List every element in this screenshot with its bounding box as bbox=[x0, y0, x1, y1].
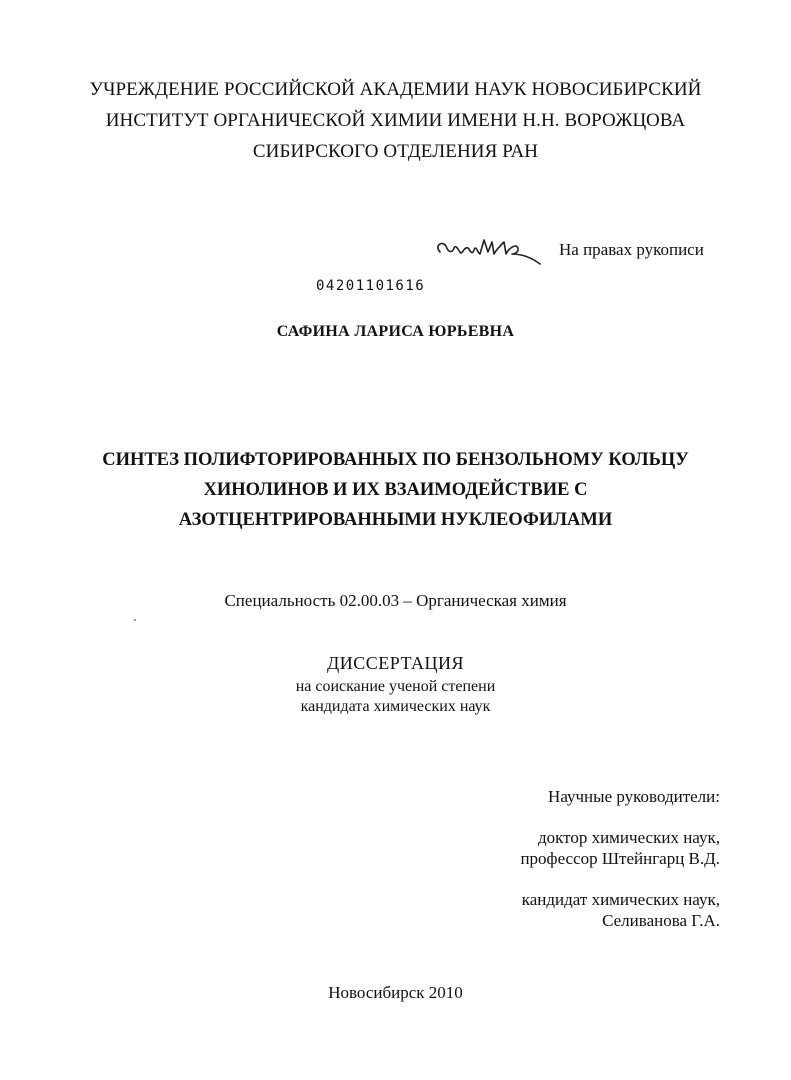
supervisor-first bbox=[520, 827, 720, 869]
supervisor-degree: кандидат химических наук, bbox=[521, 890, 720, 909]
institution-line: УЧРЕЖДЕНИЕ РОССИЙСКОЙ АКАДЕМИИ НАУК НОВОСИБИРСКИЙ bbox=[89, 79, 702, 100]
degree-info bbox=[0, 677, 791, 717]
supervisor-name: Селиванова Г.А. bbox=[602, 911, 720, 930]
title-line: СИНТЕЗ ПОЛИФТОРИРОВАННЫХ ПО БЕНЗОЛЬНОМУ КОЛЬЦУ bbox=[102, 450, 689, 470]
author-name: САФИНА ЛАРИСА ЮРЬЕВНА bbox=[276, 323, 515, 340]
city-year: Новосибирск 2010 bbox=[328, 983, 463, 1002]
supervisor-name: профессор Штейнгарц В.Д. bbox=[520, 849, 720, 868]
institution-line: ИНСТИТУТ ОРГАНИЧЕСКОЙ ХИМИИ ИМЕНИ Н.Н. ВОРОЖЦОВА bbox=[105, 110, 686, 131]
institution-line: СИБИРСКОГО ОТДЕЛЕНИЯ РАН bbox=[252, 141, 539, 162]
dissertation-heading: ДИССЕРТАЦИЯ bbox=[326, 653, 465, 673]
handwritten-signature bbox=[432, 232, 544, 270]
title-line: ХИНОЛИНОВ И ИХ ВЗАИМОДЕЙСТВИЕ С bbox=[203, 480, 588, 500]
degree-line: кандидата химических наук bbox=[300, 698, 491, 715]
dissertation-title bbox=[0, 445, 791, 535]
document-code: 04201101616 bbox=[316, 278, 426, 294]
institution-header bbox=[0, 74, 791, 167]
degree-line: на соискание ученой степени bbox=[295, 678, 496, 695]
specialty: Специальность 02.00.03 – Органическая химия bbox=[224, 591, 567, 610]
manuscript-rights: На правах рукописи bbox=[559, 240, 704, 259]
title-line: АЗОТЦЕНТРИРОВАННЫМИ НУКЛЕОФИЛАМИ bbox=[178, 510, 613, 530]
supervisor-degree: доктор химических наук, bbox=[537, 828, 720, 847]
supervisors-heading: Научные руководители: bbox=[548, 787, 720, 806]
supervisor-second bbox=[522, 889, 720, 931]
scan-speck bbox=[134, 619, 136, 621]
